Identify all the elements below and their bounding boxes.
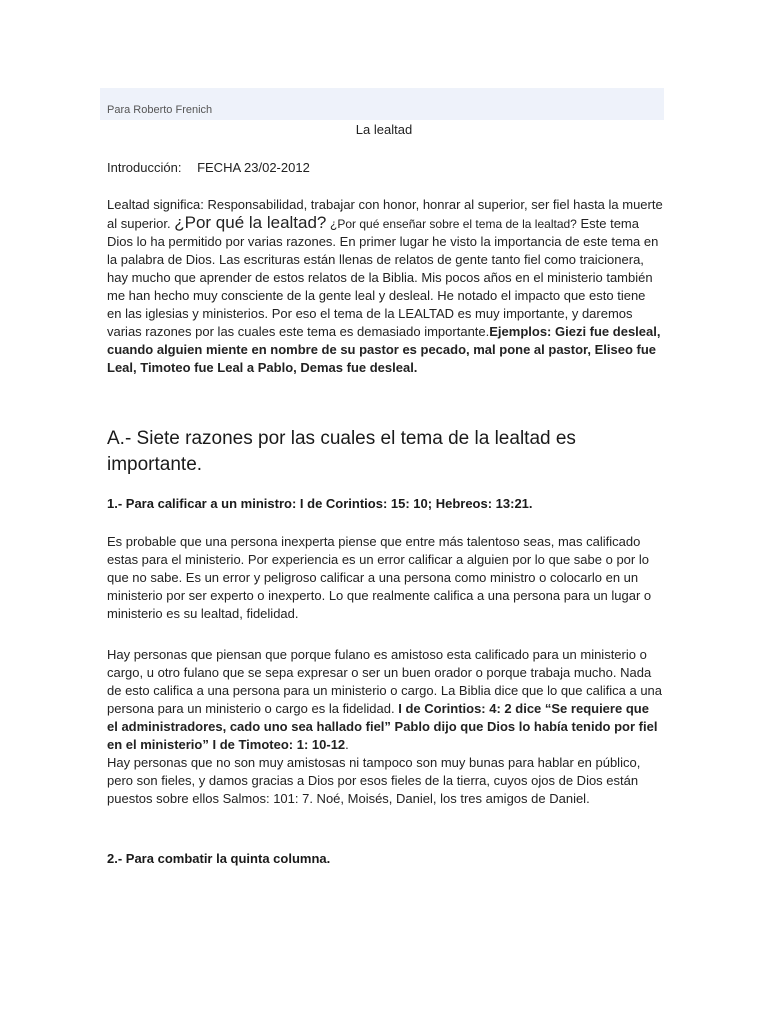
paragraph-lead: Lealtad significa: Responsabilidad, trabajar con honor, honrar al superior, ser fiel hasta la muerte al superior: [107, 197, 663, 231]
document-title: La lealtad: [355, 122, 413, 137]
small-question: ¿Por qué enseñar sobre el tema de la lealtad?: [330, 217, 577, 231]
paragraph-2-citation: I de Corintios: 4: 2 dice “Se requiere que el administradores, cado uno sea hallado fiel” Pablo dijo que Dios lo había tenido por fiel en el ministerio” I de Timoteo: 1: 10-12: [107, 701, 658, 752]
big-question: ¿Por qué la lealtad?: [174, 213, 327, 232]
intro-line: [107, 160, 310, 175]
point-2-heading: 2.- Para combatir la quinta columna.: [107, 851, 331, 866]
header-recipient: Para Roberto Frenich: [107, 104, 213, 116]
paragraph-body: Este tema Dios lo ha permitido por varias razones. En primer lugar he visto la importancia de este tema en la palabra de Dios. Las escrituras están llenas de relatos de gente tanto fiel como traicionera, hay mucho que aprender de estos relatos de la Biblia. Mis pocos años en el ministerio también me han hecho muy consciente de la gente leal y desleal. He notado el impacto que esto tiene en las iglesias y ministerios. Por eso el tema de la LEALTAD es muy importante, y daremos varias razones por las cuales este tema es demasiado importante.: [107, 216, 659, 339]
paragraph-2-text: Hay personas que piensan que porque fulano es amistoso esta calificado para un ministerio o cargo, u otro fulano que se sepa expresar o ser un buen orador o porque trabaja mucho. Nada de esto califica a una persona para un ministerio o cargo. La Biblia dice que lo que califica a una persona para un ministerio o cargo es la fidelidad.: [107, 647, 663, 716]
paragraph-dot: .: [166, 216, 171, 231]
section-a-heading: A.- Siete razones por las cuales el tema de la lealtad es importante.: [107, 428, 576, 475]
point-1-heading: 1.- Para calificar a un ministro: I de Corintios: 15: 10; Hebreos: 13:21.: [107, 496, 533, 511]
paragraph-examples: Ejemplos: Giezi fue desleal, cuando alguien miente en nombre de su pastor es pecado, mal pone al pastor, Eliseo fue Leal, Timoteo fue Leal a Pablo, Demas fue desleal.: [107, 324, 661, 375]
paragraph-2-end: .: [345, 737, 349, 752]
point-1-paragraph-3: Hay personas que no son muy amistosas ni tampoco son muy bunas para hablar en público, pero son fieles, y damos gracias a Dios por esos fieles de la tierra, cuyos ojos de Dios están puestos sobre ellos Salmos: 101: 7. Noé, Moisés, Daniel, los tres amigos de Daniel.: [107, 755, 641, 806]
point-1-paragraph-1: Es probable que una persona inexperta piense que entre más talentoso seas, mas calificado estas para el ministerio. Por experiencia es un error calificar a alguien por lo que sabe o por lo que no sabe. Es un error y peligroso calificar a una persona como ministro o colocarlo en un ministerio por ser experto o inexperto. Lo que realmente califica a una persona para un lugar o ministerio es su lealtad, fidelidad.: [107, 534, 652, 621]
point-1-paragraph-2: [107, 646, 663, 808]
intro-label: Introducción:: [107, 160, 182, 175]
paragraph-lealtad: [107, 196, 663, 377]
intro-date: FECHA 23/02-2012: [197, 160, 310, 175]
